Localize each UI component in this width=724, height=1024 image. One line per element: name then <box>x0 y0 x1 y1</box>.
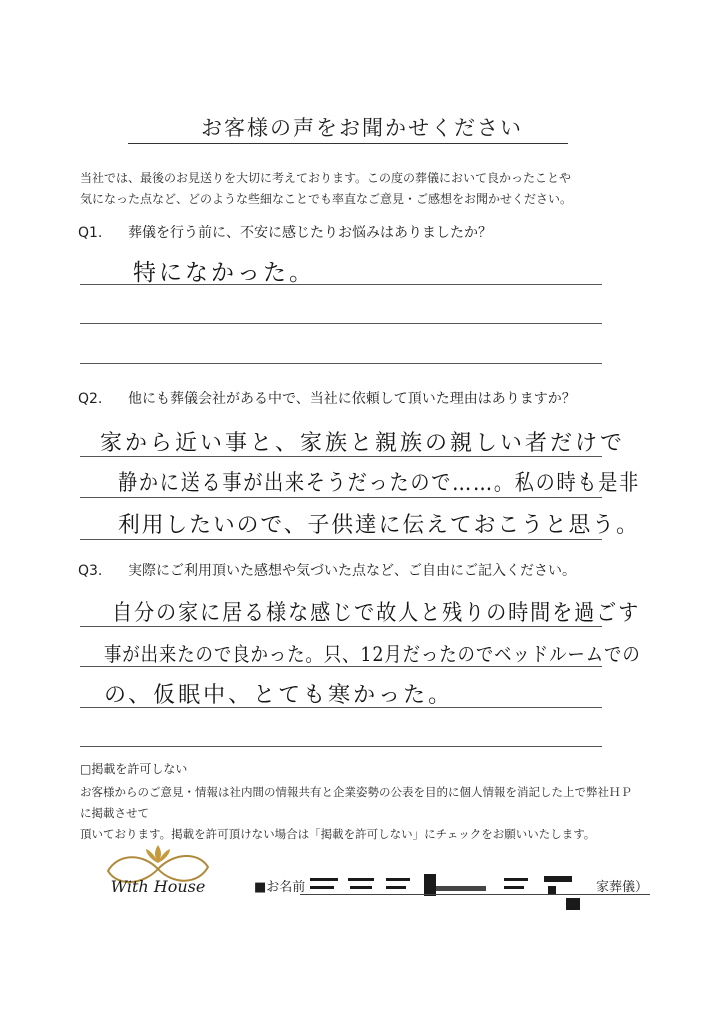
publication-notice <box>80 782 640 845</box>
question-2 <box>78 388 576 408</box>
answer-2-line-3: 利用したいので、子供達に伝えておこうと思う。 <box>118 513 640 538</box>
answer-rule <box>80 539 602 540</box>
question-1-number: Q1. <box>78 225 103 241</box>
intro-line-2: 気になった点など、どのような些細なことでも率直なご意見・ご感想をお聞かせください。 <box>80 192 573 206</box>
answer-3-line-1: 自分の家に居る様な感じで故人と残りの時間を過ごす <box>112 601 641 626</box>
answer-1-line-1: 特になかった。 <box>133 260 315 286</box>
question-1-text: 葬儀を行う前に、不安に感じたりお悩みはありましたか？ <box>128 225 492 241</box>
answer-rule <box>80 707 602 708</box>
no-publish-checkbox[interactable]: □掲載を許可しない <box>80 762 188 776</box>
intro-text <box>80 168 660 210</box>
answer-rule <box>80 626 602 627</box>
logo-text: With House <box>110 877 206 896</box>
name-suffix: 家葬儀） <box>596 880 649 895</box>
answer-rule <box>80 497 602 498</box>
question-1 <box>78 222 492 242</box>
answer-3-line-2: 事が出来たので良かった。只、12月だったのでベッドルームでの <box>104 642 641 666</box>
notice-line-2: 頂いております。掲載を許可頂けない場合は「掲載を許可しない」にチェックをお願いいたします。 <box>80 827 596 841</box>
answer-rule <box>80 284 602 285</box>
notice-line-1: お客様からのご意見・情報は社内間の情報共有と企業姿勢の公表を目的に個人情報を消記した上で弊社ＨＰに掲載させて <box>80 785 632 820</box>
answer-rule <box>80 746 602 747</box>
answer-2-line-1: 家から近い事と、家族と親族の親しい者だけで <box>100 431 626 456</box>
answer-rule <box>80 666 602 667</box>
question-2-number: Q2. <box>78 391 103 407</box>
answer-3-line-3: の、仮眠中、とても寒かった。 <box>104 683 454 708</box>
name-label: ■お名前 <box>254 880 306 895</box>
company-logo <box>88 843 228 903</box>
question-3 <box>78 560 576 580</box>
answer-2-line-2: 静かに送る事が出来そうだったので……。私の時も是非 <box>118 471 641 496</box>
question-3-text: 実際にご利用頂いた感想や気づいた点など、ご自由にご記入ください。 <box>128 563 576 579</box>
answer-rule <box>80 323 602 324</box>
question-3-number: Q3. <box>78 563 103 579</box>
answer-rule <box>80 363 602 364</box>
answer-rule <box>80 456 602 457</box>
question-2-text: 他にも葬儀会社がある中で、当社に依頼して頂いた理由はありますか？ <box>128 391 576 407</box>
title-underline <box>128 143 568 144</box>
intro-line-1: 当社では、最後のお見送りを大切に考えております。この度の葬儀において良かったことや <box>80 171 572 185</box>
page-title: お客様の声をお聞かせください <box>201 116 523 140</box>
